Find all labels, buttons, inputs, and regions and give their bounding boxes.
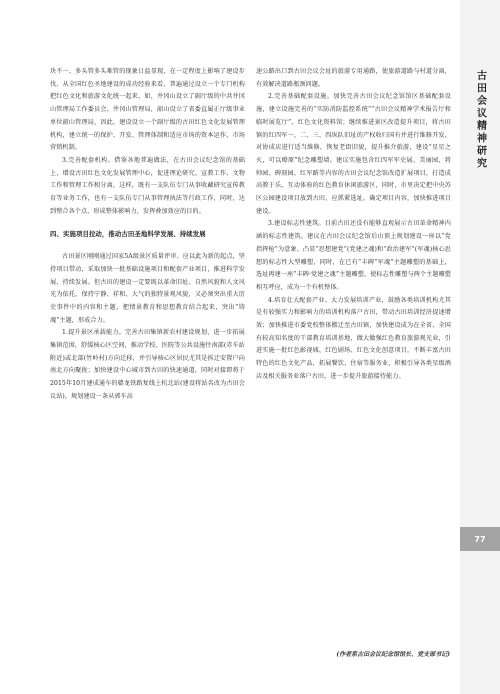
section-heading: 四、实施项目拉动，推动古田圣地科学发展、持续发展 (50, 230, 206, 239)
right-column (256, 66, 451, 384)
right-paragraph-1: 速公路出口到古田会议会址的旅游专用通路，使旅游道路与村道分离，有效解决道路瓶颈问题。 (256, 68, 451, 88)
left-column (50, 66, 245, 404)
left-paragraph-3: 古田景区刚刚通过国家5A级景区质量评审。应以此为新的起点，坚持项目带动，采取加快一批基础设施项目和配套产业项目，推进科学发展、持续发展。但古田的建设一定要既以革命旧址、自然风貌和人文风光为依托，保持宁静、祥和、大气的独特景观风貌，又必须突出重大历史事件中的内容和主题，把情景教育和思想教育结合起来，突出“铸魂”主题，形成合力。 (50, 253, 245, 324)
right-paragraph-4: 4.培育壮大配套产业。大力发展培训产业，鼓励各类培训机构尤其是有较强实力和影响力的培训机构落户古田，带动古田培训经济提速增效；加快推进市委党校整体搬迁至古田镇，加快建设成为在全省、全国有较高知名度的干部教育培训基地，做大做强红色教育旅游观光业，引进实施一批红色影视城、红色剧场、红色文化创意项目，不断丰富古田特色的红色文化产品，拓展餐饮、住宿等服务业，积极引导各类星级酒店及相关服务业落户古田，进一步提升旅游接待能力。 (256, 296, 451, 380)
author-footnote: (作者系古田会议纪念馆馆长、党支部书记) (336, 651, 450, 658)
left-paragraph-2: 3.完善配套机构。借鉴各地普遍做法，在古田会议纪念馆的基础上，增设古田红色文化发展管理中心，促进理论研究、宣教工作、文物工作和管理工作相分离，这样，既有一支队伍专门从事收藏研究宣传教育等业务工作，也有一支队伍专门从事管理执法等行政工作，同时，达到整合各个点、形成整体影响力，发挥叠加效应的目的。 (50, 156, 245, 215)
right-paragraph-3: 3.建设标志性建筑。目前古田还没有能够直观展示古田革命精神内涵的标志性建筑。建议在古田会议纪念馆后山顶上规划建设一座以“党指挥枪”为意象、凸显“思想建党”(党建之魂)和“政治建军”(军魂)核心思想的标志性大型雕塑，同时，在已有“丰碑”军魂”主题雕塑的基础上，选址再建一座“丰碑·党建之魂”主题雕塑，使标志性雕塑与两个主题雕塑相互呼应，成为一个有机整体。 (256, 220, 451, 291)
journal-sidebar (460, 0, 500, 694)
journal-section-title: 古田会议精神研究 (474, 70, 486, 170)
left-paragraph-1: 块不一、多头管多头难管的现象日益显现，在一定程度上影响了建设步伐。从全国红色圣地建设的成功经验来看，普遍通过设立一个专门机构把红色文化和旅游文化统一起来，如，井冈山设立了副厅级的中共井冈山管理局工作委员会、井冈山管理局，韶山设立了省委直属正厅级事业单位韶山管理局，因此，建设设立一个副厅级的古田红色文化发展管理机构，建立统一的保护、开发、管理体制和适应市场的资本运作、市场营销机制。 (50, 68, 245, 152)
left-paragraph-4: 1.提升景区承载能力。完善古田集镇新农村建设规划，进一步拓展集镇范围，舒缓核心区空间，推动学校、医院等公共设施往南部(赤车站附近)或北部(竹岭村)方向迁移，并引导核心区居民尤其是拆迁安置户向南北方向聚拢；加快建设中心城市到古田的快速通道，同时对接即将于2015年10月建成通车的赣龙铁路复线上杭北站(建设将站名改为古田会议站)，规划建设一条从郭车高 (50, 329, 245, 400)
page-number: 77 (460, 527, 500, 551)
right-paragraph-2: 2.完善基础配套设施。加快完善古田会议纪念馆馆区基础配套设施，建立设施完善的“实防消防监控系统”“古田会议精神学术报告厅和临时展览厅”、红色文化资料馆；继续推进景区改造提升项目，将古田镇的红四军一、二、三、四纵队旧址的产权收归国有并进行维修开发，对协成店进行适当维修，恢复老街旧貌，提升推介旅游，建设“星星之火，可以燎原”纪念雕塑墙。建议实施包含红四军军史展、美丽园、将帅园、碑刻园、红军路等内容的古田会议纪念馆改造扩展项目，打造成高教于乐、互动体验的红色教育休闲旅游区，同时，市里决定把中央苏区公园建设项目放到古田，应抓紧选址，确定项目内容，加快推进项目建设。 (256, 93, 451, 215)
